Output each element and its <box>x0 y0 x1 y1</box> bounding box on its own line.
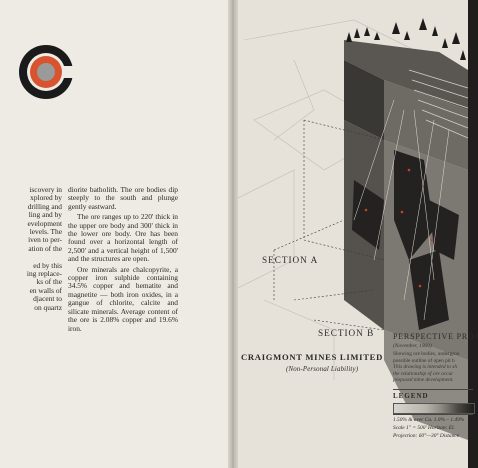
company-logo <box>18 44 74 100</box>
col1-line: xplored by <box>30 193 62 203</box>
legend-scale: Scale 1" = 500' Horizon: El. <box>393 425 455 431</box>
col1-line: ing replace- <box>26 269 62 279</box>
legend-description <box>393 351 459 384</box>
col1-line: iscovery in <box>29 185 62 194</box>
legend-block <box>393 332 478 468</box>
col1-line: ks of the <box>36 277 62 287</box>
legend-projection: Projection: 60°—30° Distance <box>393 433 460 439</box>
legend-grades: 1.50% & over Cu. 1.0% – 1.49% <box>393 417 465 423</box>
text-column-left <box>0 186 62 312</box>
desc-line: possible outline of open pit b <box>393 357 455 364</box>
legend-heading: LEGEND <box>393 392 429 400</box>
col1-line: evelopment <box>27 218 62 228</box>
col1-line: en walls of <box>29 285 62 295</box>
desc-line: Showing ore bodies, undergrou <box>393 351 460 357</box>
section-a-label: SECTION A <box>262 255 319 265</box>
desc-line: the relationship of ore occur <box>393 370 454 377</box>
section-b-label: SECTION B <box>318 328 375 338</box>
col1-line: iven to per- <box>28 235 62 245</box>
col1-line: drilling and <box>27 201 62 211</box>
desc-line: proposed mine development. <box>393 377 454 384</box>
paragraph: Ore minerals are chalcopyrite, a copper iron sulphide containing 34.5% copper and hematite and magnetite — both iron oxides, in a gangue of chlorite, calcite and silicate minerals. Average content of the ore is 2.08% copper and 19.6% iron. <box>68 264 178 333</box>
left-page <box>0 0 232 468</box>
text-column-right <box>68 186 178 335</box>
col1-line: djacent to <box>33 294 62 304</box>
col1-line: ling and by <box>28 210 62 220</box>
paragraph: diorite batholith. The ore bodies dip steeply to the south and plunge gently eastward. <box>68 185 178 211</box>
company-name: CRAIGMONT MINES LIMITED <box>241 352 383 362</box>
col1-line: levels. The <box>29 227 62 237</box>
col1-line: ation of the <box>28 243 62 253</box>
legend-rule <box>393 389 473 390</box>
legend-grade-bar <box>393 403 475 414</box>
page-gutter <box>228 0 238 468</box>
col1-line: on quartz <box>34 302 62 312</box>
legend-date: (November, 1960) <box>393 343 432 349</box>
paragraph: The ore ranges up to 220' thick in the upper ore body and 300' thick in the lower ore body. Ore has been found over a horizontal length of 2,500' and a vertical height of 1,500' and the structures are open. <box>68 212 178 264</box>
legend-title: PERSPECTIVE PROJ <box>393 332 478 341</box>
legend-rule <box>393 414 473 415</box>
col1-line: ed by this <box>33 260 62 270</box>
company-subtitle: (Non-Personal Liability) <box>286 366 359 373</box>
desc-line: This drawing is intended to sh <box>393 364 458 371</box>
